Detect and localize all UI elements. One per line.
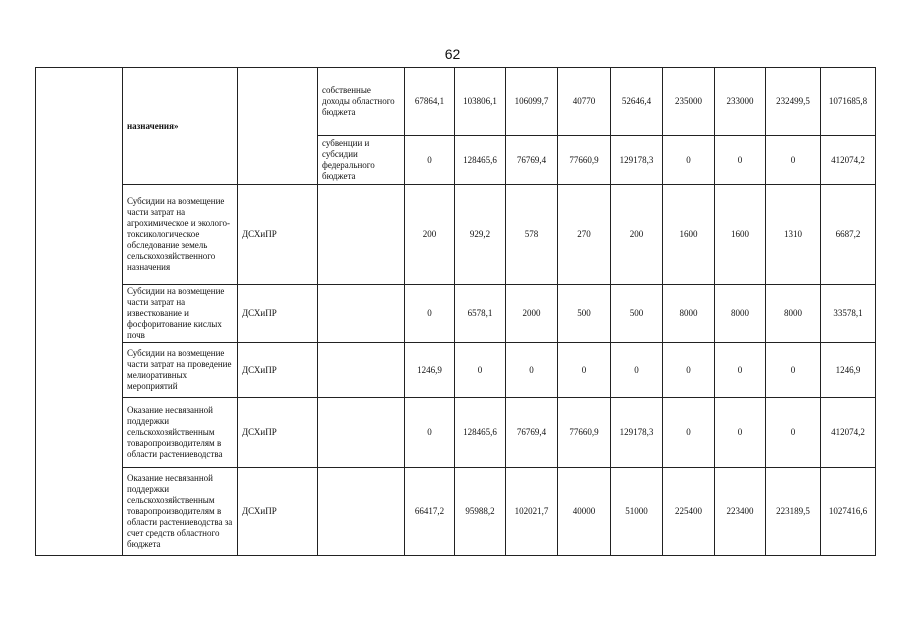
value-cell: 0 — [766, 398, 821, 468]
value-cell: 0 — [405, 398, 455, 468]
value-cell: 128465,6 — [455, 398, 506, 468]
value-cell: 103806,1 — [455, 68, 506, 136]
value-cell: 0 — [663, 136, 715, 185]
value-cell: 1246,9 — [405, 343, 455, 398]
funding-source — [318, 343, 405, 398]
value-cell: 0 — [663, 343, 715, 398]
executor-cell: ДСХиПР — [238, 343, 318, 398]
table-row — [36, 285, 876, 343]
value-cell: 95988,2 — [455, 468, 506, 556]
value-cell: 0 — [455, 343, 506, 398]
value-cell: 77660,9 — [558, 398, 611, 468]
value-cell: 129178,3 — [611, 136, 663, 185]
value-cell: 76769,4 — [506, 398, 558, 468]
value-cell: 129178,3 — [611, 398, 663, 468]
value-cell: 0 — [405, 136, 455, 185]
table-row — [36, 343, 876, 398]
funding-source — [318, 468, 405, 556]
funding-source: субвенции и субсидии федерального бюджета — [318, 136, 405, 185]
value-cell: 578 — [506, 185, 558, 285]
total-cell: 33578,1 — [821, 285, 876, 343]
value-cell: 8000 — [766, 285, 821, 343]
value-cell: 77660,9 — [558, 136, 611, 185]
value-cell: 40000 — [558, 468, 611, 556]
value-cell: 0 — [766, 136, 821, 185]
value-cell: 0 — [766, 343, 821, 398]
value-cell: 40770 — [558, 68, 611, 136]
total-cell: 1027416,6 — [821, 468, 876, 556]
executor-cell: ДСХиПР — [238, 468, 318, 556]
value-cell: 102021,7 — [506, 468, 558, 556]
funding-source: собственные доходы областного бюджета — [318, 68, 405, 136]
value-cell: 200 — [405, 185, 455, 285]
value-cell: 232499,5 — [766, 68, 821, 136]
value-cell: 67864,1 — [405, 68, 455, 136]
value-cell: 233000 — [715, 68, 766, 136]
funding-source — [318, 285, 405, 343]
value-cell: 1600 — [715, 185, 766, 285]
value-cell: 1600 — [663, 185, 715, 285]
value-cell: 223400 — [715, 468, 766, 556]
value-cell: 0 — [715, 398, 766, 468]
total-cell: 412074,2 — [821, 136, 876, 185]
executor-cell: ДСХиПР — [238, 398, 318, 468]
measure-name: Субсидии на возмещение части затрат на известкование и фосфоритование кислых почв — [123, 285, 238, 343]
value-cell: 0 — [405, 285, 455, 343]
value-cell: 52646,4 — [611, 68, 663, 136]
value-cell: 500 — [558, 285, 611, 343]
value-cell: 6578,1 — [455, 285, 506, 343]
funding-source — [318, 185, 405, 285]
measure-name: Оказание несвязанной поддержки сельскохозяйственным товаропроизводителям в области растениеводства — [123, 398, 238, 468]
value-cell: 8000 — [715, 285, 766, 343]
value-cell: 0 — [663, 398, 715, 468]
table-row — [36, 68, 876, 136]
value-cell: 0 — [558, 343, 611, 398]
value-cell: 235000 — [663, 68, 715, 136]
value-cell: 270 — [558, 185, 611, 285]
value-cell: 0 — [715, 136, 766, 185]
executor-cell — [238, 68, 318, 185]
value-cell: 225400 — [663, 468, 715, 556]
value-cell: 76769,4 — [506, 136, 558, 185]
measure-name: назначения» — [123, 68, 238, 185]
value-cell: 200 — [611, 185, 663, 285]
value-cell: 106099,7 — [506, 68, 558, 136]
table-row — [36, 468, 876, 556]
value-cell: 0 — [715, 343, 766, 398]
value-cell: 0 — [611, 343, 663, 398]
executor-cell: ДСХиПР — [238, 185, 318, 285]
value-cell: 500 — [611, 285, 663, 343]
value-cell: 0 — [506, 343, 558, 398]
executor-cell: ДСХиПР — [238, 285, 318, 343]
total-cell: 412074,2 — [821, 398, 876, 468]
page-number: 62 — [444, 46, 461, 62]
total-cell: 6687,2 — [821, 185, 876, 285]
table-row — [36, 398, 876, 468]
value-cell: 51000 — [611, 468, 663, 556]
value-cell: 8000 — [663, 285, 715, 343]
measure-name: Оказание несвязанной поддержки сельскохозяйственным товаропроизводителям в области растениеводства за счет средств областного бюджета — [123, 468, 238, 556]
funding-source — [318, 398, 405, 468]
value-cell: 1310 — [766, 185, 821, 285]
value-cell: 128465,6 — [455, 136, 506, 185]
value-cell: 223189,5 — [766, 468, 821, 556]
table-row — [36, 185, 876, 285]
value-cell: 66417,2 — [405, 468, 455, 556]
first-column-cell — [36, 68, 123, 556]
total-cell: 1071685,8 — [821, 68, 876, 136]
total-cell: 1246,9 — [821, 343, 876, 398]
value-cell: 2000 — [506, 285, 558, 343]
value-cell: 929,2 — [455, 185, 506, 285]
budget-table — [35, 67, 876, 556]
measure-name: Субсидии на возмещение части затрат на проведение мелиоративных мероприятий — [123, 343, 238, 398]
measure-name: Субсидии на возмещение части затрат на агрохимическое и эколого-токсикологическое обследование земель сельскохозяйственного назначения — [123, 185, 238, 285]
